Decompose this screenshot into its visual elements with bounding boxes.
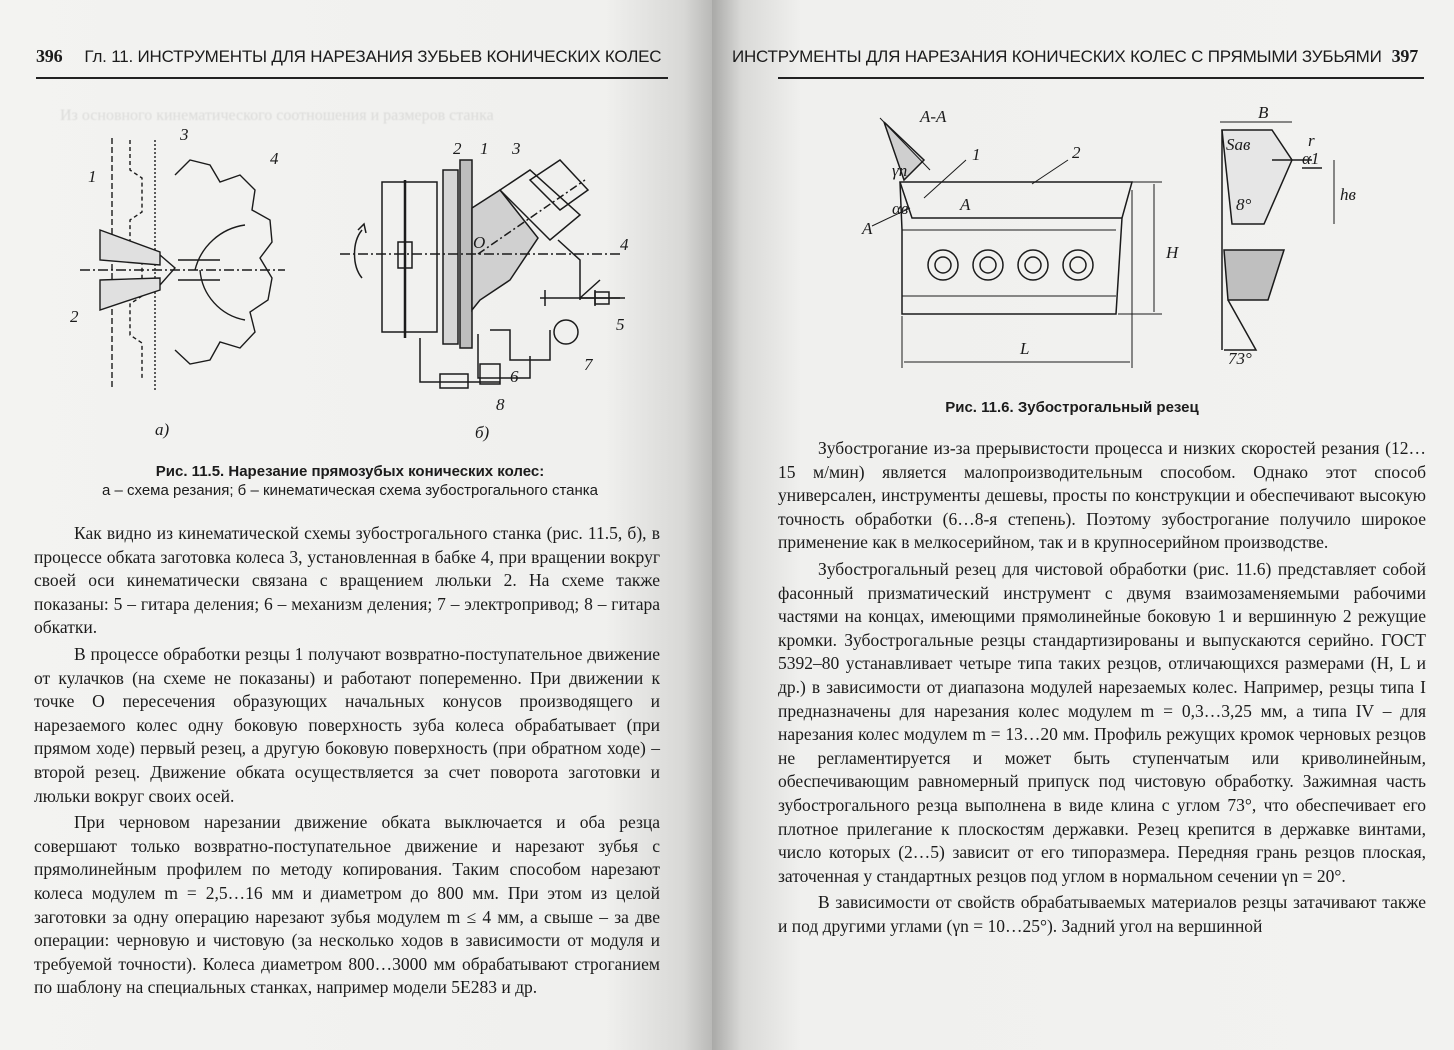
label-b: б) bbox=[475, 423, 490, 442]
figure-11-6 bbox=[832, 100, 1432, 380]
left-body-text bbox=[34, 522, 660, 1003]
label-b5: 5 bbox=[616, 315, 625, 334]
label-H: H bbox=[1166, 243, 1179, 262]
figure-11-6-drawing bbox=[832, 100, 1432, 380]
right-running-header bbox=[731, 46, 1418, 72]
label-73deg: 73° bbox=[1228, 349, 1252, 368]
left-paragraph-3: При черновом нарезании движение обката выключается и оба резца совершают только возвратно-поступательное движение и нарезают зубья с прямолинейным профилем по методу копирования. Таким способом нарезают колеса модулем m = 2,5…16 мм и диаметром до 800 мм. При этом из целой заготовки за одну операцию нарезают зубья модулем m ≤ 4 мм, а свыше – за две операции: черновую и чистовую (за несколько ходов в зависимости от модуля и требуемой точности). Колеса диаметром 800…3000 мм обрабатывают строганием по шаблону на специальных станках, например модели 5Е283 и др. bbox=[34, 812, 660, 998]
left-paragraph-2: В процессе обработки резцы 1 получают возвратно-поступательное движение от кулачков (на схеме не показаны) и работают попеременно. При движении к точке O пересечения образующих начальных конусов производящего и нарезаемого колес одну боковую поверхность зуба колеса обрабатывает (при прямом ходе) первый резец, а другую боковую поверхность (при обратном ходе) – второй резец. Движение обката осуществляется за счет поворота заготовки и люльки вокруг своих осей. bbox=[34, 643, 660, 806]
label-b2: 2 bbox=[453, 139, 462, 158]
label-b6: 6 bbox=[510, 367, 519, 386]
cutting-scheme-drawing bbox=[80, 138, 285, 390]
left-paragraph-1: Как видно из кинематической схемы зубострогального станка (рис. 11.5, б), в процессе обката заготовка колеса 3, установленная в бабке 4, при вращении вокруг своей оси кинематически связана с вращением люльки 2. На схеме также показаны: 5 – гитара деления; 6 – механизм деления; 7 – электропривод; 8 – гитара обкатки. bbox=[34, 523, 660, 638]
right-paragraph-2: Зубострогальный резец для чистовой обработки (рис. 11.6) представляет собой фасонный призматический инструмент с двумя взаимозаменяемыми рабочими частями на концах, имеющими прямолинейные боковую 1 и вершинную 2 режущие кромки. Зубострогальные резцы стандартизированы и выпускаются серийно. ГОСТ 5392–80 устанавливает четыре типа таких резцов, отличающихся размерами (H, L и др.) в зависимости от диапазона модулей нарезаемых колес. Например, резцы типа I предназначены для нарезания колес модулем m = 0,3…3,25 мм, а типа IV – для нарезания колес модулем m = 13…20 мм. Профиль режущих кромок черновых резцов не регламентируется и может быть ступенчатым или криволинейным, обеспечивающим равномерный припуск под чистовую обработку. Зажимная часть зубострогального резца выполнена в виде клина с углом 73°, что обеспечивает его плотное прилегание к плоскостям державки. Резец крепится в державке винтами, число которых (2…5) зависит от его типоразмера. Передняя грань резцов плоская, заточенная у стандартных резцов под углом в нормальном сечении γn = 20°. bbox=[778, 558, 1426, 886]
label-1: 1 bbox=[88, 167, 97, 186]
left-running-head: Гл. 11. ИНСТРУМЕНТЫ ДЛЯ НАРЕЗАНИЯ ЗУБЬЕВ КОНИЧЕСКИХ КОЛЕС bbox=[84, 47, 662, 66]
bleed-through-text: Из основного кинематического соотношения и размеров станка bbox=[60, 107, 494, 124]
figure-11-5-caption bbox=[40, 462, 660, 500]
label-alpha1: α1 bbox=[1302, 149, 1320, 168]
label-8deg: 8° bbox=[1236, 195, 1252, 214]
label-A-right: А bbox=[960, 195, 971, 214]
label-A-A: А-А bbox=[920, 107, 947, 126]
kinematic-scheme-drawing bbox=[340, 160, 625, 388]
right-header-rule bbox=[778, 77, 1424, 79]
figure-11-5-drawing bbox=[60, 120, 660, 450]
label-3: 3 bbox=[180, 125, 189, 144]
figure-11-5 bbox=[60, 120, 660, 450]
label-a: а) bbox=[155, 420, 170, 439]
label-b3: 3 bbox=[512, 139, 521, 158]
label-cutter-2: 2 bbox=[1072, 143, 1081, 162]
cutter-drawing bbox=[872, 118, 1334, 368]
figure-11-6-caption bbox=[862, 398, 1282, 417]
label-cutter-1: 1 bbox=[972, 145, 981, 164]
right-running-head: ИНСТРУМЕНТЫ ДЛЯ НАРЕЗАНИЯ КОНИЧЕСКИХ КОЛЕС С ПРЯМЫМИ ЗУБЬЯМИ bbox=[731, 47, 1382, 66]
label-b7: 7 bbox=[584, 355, 593, 374]
label-gamma-n: γn bbox=[892, 161, 908, 180]
label-L: L bbox=[1020, 339, 1030, 358]
left-page-number: 396 bbox=[36, 46, 63, 66]
label-2: 2 bbox=[70, 307, 79, 326]
label-4: 4 bbox=[270, 149, 279, 168]
label-B: B bbox=[1258, 103, 1269, 122]
right-paragraph-1: Зубострогание из-за прерывистости процесса и низких скоростей резания (12…15 м/мин) является малопроизводительным способом. Однако этот способ универсален, инструменты дешевы, просты по конструкции и обеспечивают высокую точность обработки (6…8-я степень). Поэтому зубострогание получило широкое применение как в мелкосерийном, так и в крупносерийном производстве. bbox=[778, 438, 1426, 553]
figure-11-5-caption-text: а – схема резания; б – кинематическая схема зубострогального станка bbox=[101, 482, 599, 499]
label-b1: 1 bbox=[480, 139, 489, 158]
right-paragraph-3: В зависимости от свойств обрабатываемых материалов резцы затачивают также и под другими углами (γn = 10…25°). Задний угол на вершинной bbox=[778, 892, 1426, 936]
figure-11-6-caption-title: Рис. 11.6. Зубострогальный резец bbox=[945, 399, 1199, 416]
label-O: O bbox=[473, 233, 486, 252]
label-alpha-v: αв bbox=[892, 199, 909, 218]
label-b4: 4 bbox=[620, 235, 629, 254]
label-r: r bbox=[1308, 131, 1315, 150]
label-hv: hв bbox=[1340, 185, 1356, 204]
figure-11-5-caption-title: Рис. 11.5. Нарезание прямозубых конических колес: bbox=[155, 463, 545, 480]
label-A-left: А bbox=[862, 219, 873, 238]
right-page bbox=[712, 0, 1454, 1050]
left-header-rule bbox=[36, 77, 668, 79]
right-page-number: 397 bbox=[1391, 46, 1418, 66]
label-S: Saв bbox=[1226, 135, 1251, 154]
left-page bbox=[0, 0, 712, 1050]
right-body-text bbox=[778, 437, 1426, 941]
label-b8: 8 bbox=[496, 395, 505, 414]
left-running-header bbox=[36, 46, 670, 72]
